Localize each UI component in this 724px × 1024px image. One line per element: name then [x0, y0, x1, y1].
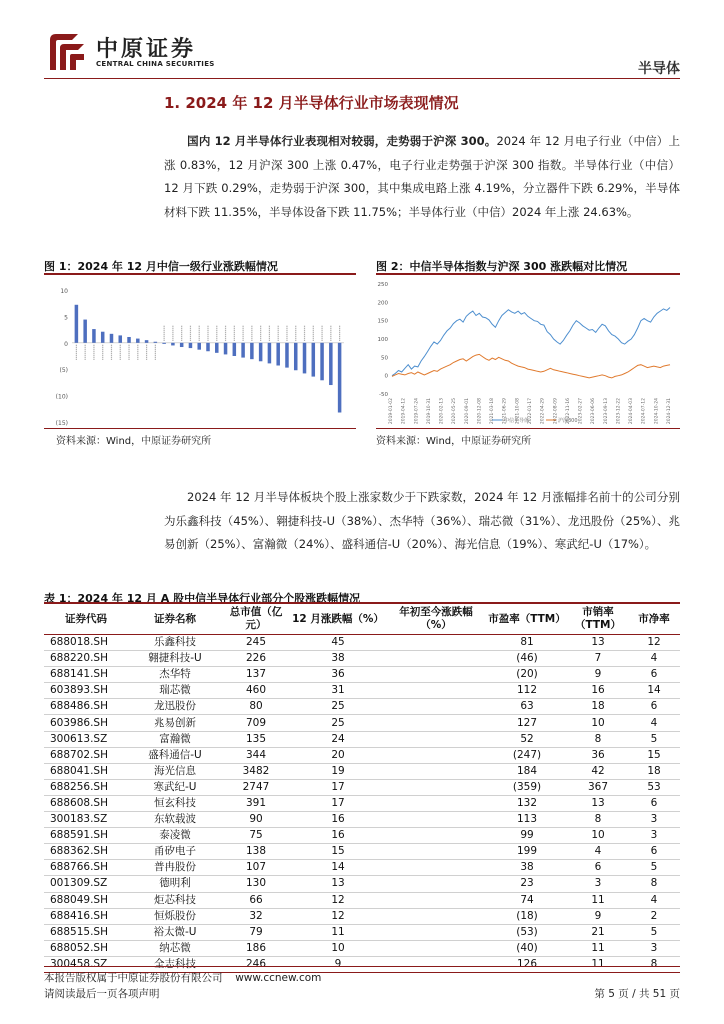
- cell-ytd-change: [386, 860, 486, 876]
- cell-name: 富瀚微: [128, 731, 222, 747]
- cell-pe: 99: [486, 828, 568, 844]
- cell-pe: (359): [486, 779, 568, 795]
- cell-name: 炬芯科技: [128, 892, 222, 908]
- x-tick-label: 2023-06-06: [591, 398, 597, 425]
- y-tick-label: 150: [377, 318, 388, 325]
- logo-english-name: CENTRAL CHINA SECURITIES: [96, 60, 215, 68]
- footer-divider: [44, 966, 680, 967]
- cell-dec-change: 17: [290, 779, 386, 795]
- cell-dec-change: 11: [290, 924, 386, 940]
- table-row: [44, 940, 680, 956]
- cell-code: 688052.SH: [44, 940, 128, 956]
- cell-pe: 112: [486, 683, 568, 699]
- table-row: [44, 876, 680, 892]
- cell-ps: 8: [568, 812, 628, 828]
- x-tick-label: 2024-12-31: [667, 398, 672, 425]
- y-tick-label: (5): [59, 367, 68, 375]
- cell-code: 688041.SH: [44, 763, 128, 779]
- cell-pe: (53): [486, 924, 568, 940]
- cell-ps: 9: [568, 667, 628, 683]
- paragraph-top-gainers-text: 2024 年 12 月半导体板块个股上涨家数少于下跌家数，2024 年 12 月涨幅排名前十的公司分别为乐鑫科技（45%）、翱捷科技-U（38%）、杰华特（36%）、瑞芯微（31%）、龙迅股份（25%）、兆易创新（25%）、富瀚微（24%）、盛科通信-U（20%）、海光信息（19%）、寒武纪-U（17%）。: [164, 490, 680, 551]
- cell-market-cap: 245: [222, 635, 290, 651]
- table-row: [44, 667, 680, 683]
- x-tick-label: 2020-12-08: [477, 398, 483, 425]
- cell-market-cap: 80: [222, 699, 290, 715]
- cell-pb: 4: [628, 892, 680, 908]
- header-divider: [44, 78, 680, 79]
- cell-name: 恒玄科技: [128, 795, 222, 811]
- header-pe: 市盈率（TTM）: [486, 603, 568, 635]
- bar: [224, 343, 228, 355]
- cell-name: 海光信息: [128, 763, 222, 779]
- bar: [268, 343, 272, 364]
- cell-pe: (40): [486, 940, 568, 956]
- y-tick-label: (10): [55, 393, 68, 401]
- cell-code: 688018.SH: [44, 635, 128, 651]
- cell-code: 300458.SZ: [44, 956, 128, 972]
- cell-market-cap: 90: [222, 812, 290, 828]
- table-row: [44, 812, 680, 828]
- bar: [312, 343, 316, 377]
- cell-ytd-change: [386, 812, 486, 828]
- cell-name: 德明利: [128, 876, 222, 892]
- cell-name: 全志科技: [128, 956, 222, 972]
- cell-pb: 14: [628, 683, 680, 699]
- cell-name: 恒烁股份: [128, 908, 222, 924]
- cell-pb: 3: [628, 940, 680, 956]
- header-name: 证券名称: [128, 603, 222, 635]
- cell-dec-change: 16: [290, 828, 386, 844]
- report-category: 半导体: [638, 61, 680, 77]
- series-line-semiconductor: [392, 308, 670, 376]
- cell-code: 603986.SH: [44, 715, 128, 731]
- cell-dec-change: 9: [290, 956, 386, 972]
- cell-pb: 2: [628, 908, 680, 924]
- cell-ytd-change: [386, 683, 486, 699]
- header-ytd-change: 年初至今涨跌幅（%）: [386, 603, 486, 635]
- x-tick-label: 2023-09-13: [603, 398, 609, 425]
- cell-name: 杰华特: [128, 667, 222, 683]
- x-tick-label: 2022-04-29: [540, 398, 546, 425]
- cell-dec-change: 24: [290, 731, 386, 747]
- cell-ps: 11: [568, 940, 628, 956]
- cell-market-cap: 75: [222, 828, 290, 844]
- cell-name: 兆易创新: [128, 715, 222, 731]
- cell-market-cap: 107: [222, 860, 290, 876]
- bar: [101, 332, 105, 343]
- cell-ps: 36: [568, 747, 628, 763]
- cell-ps: 6: [568, 860, 628, 876]
- stock-performance-table: [44, 602, 680, 973]
- cell-name: 纳芯微: [128, 940, 222, 956]
- cell-market-cap: 226: [222, 651, 290, 667]
- cell-ytd-change: [386, 699, 486, 715]
- table-row: [44, 795, 680, 811]
- y-tick-label: 10: [60, 288, 68, 295]
- cell-ps: 21: [568, 924, 628, 940]
- cell-code: 001309.SZ: [44, 876, 128, 892]
- bar: [250, 343, 254, 359]
- table-row: [44, 860, 680, 876]
- cell-ps: 367: [568, 779, 628, 795]
- cell-market-cap: 3482: [222, 763, 290, 779]
- cell-pe: 127: [486, 715, 568, 731]
- cell-pb: 4: [628, 715, 680, 731]
- bar: [197, 343, 201, 350]
- cell-name: 瑞芯微: [128, 683, 222, 699]
- bar: [75, 305, 79, 343]
- cell-ps: 13: [568, 795, 628, 811]
- cell-ps: 10: [568, 828, 628, 844]
- cell-code: 688515.SH: [44, 924, 128, 940]
- cell-code: 688256.SH: [44, 779, 128, 795]
- y-tick-label: 200: [377, 300, 388, 307]
- cell-ytd-change: [386, 956, 486, 972]
- y-tick-label: 0: [64, 340, 68, 348]
- bar: [338, 343, 342, 413]
- x-tick-label: 2020-02-13: [439, 398, 445, 425]
- x-tick-label: 2019-10-31: [426, 398, 432, 425]
- x-tick-label: 2023-02-27: [578, 398, 584, 425]
- cell-market-cap: 391: [222, 795, 290, 811]
- legend-label-csi300: 沪深300: [558, 418, 578, 424]
- cell-market-cap: 246: [222, 956, 290, 972]
- bar: [276, 343, 280, 366]
- cell-market-cap: 709: [222, 715, 290, 731]
- bar: [294, 343, 298, 370]
- table-row: [44, 924, 680, 940]
- cell-market-cap: 79: [222, 924, 290, 940]
- cell-code: 688362.SH: [44, 844, 128, 860]
- bar: [189, 343, 193, 348]
- bar: [259, 343, 263, 361]
- cell-market-cap: 344: [222, 747, 290, 763]
- cell-name: 乐鑫科技: [128, 635, 222, 651]
- cell-pb: 3: [628, 828, 680, 844]
- cell-ytd-change: [386, 731, 486, 747]
- cell-pb: 18: [628, 763, 680, 779]
- paragraph-lead: 国内 12 月半导体行业表现相对较弱，走势弱于沪深 300。: [187, 134, 497, 148]
- cell-name: 寒武纪-U: [128, 779, 222, 795]
- y-tick-label: 0: [384, 373, 388, 380]
- cell-pb: 4: [628, 651, 680, 667]
- figure-1-top-rule: [44, 273, 356, 275]
- table-row: [44, 908, 680, 924]
- cell-pe: 113: [486, 812, 568, 828]
- legend-label-semiconductor: 中信半导体: [504, 418, 530, 424]
- x-tick-label: 2022-11-16: [565, 398, 571, 425]
- header-ps: 市销率（TTM）: [568, 603, 628, 635]
- cell-pb: 6: [628, 699, 680, 715]
- cell-pe: 199: [486, 844, 568, 860]
- cell-pb: 5: [628, 924, 680, 940]
- footer-copyright: 本报告版权属于中原证券股份有限公司: [44, 972, 223, 984]
- cell-ytd-change: [386, 715, 486, 731]
- cell-dec-change: 12: [290, 892, 386, 908]
- cell-code: 688049.SH: [44, 892, 128, 908]
- cell-market-cap: 2747: [222, 779, 290, 795]
- cell-pe: (18): [486, 908, 568, 924]
- paragraph-top-gainers: [164, 486, 680, 557]
- cell-code: 688416.SH: [44, 908, 128, 924]
- cell-pe: (20): [486, 667, 568, 683]
- figure-2-top-rule: [376, 273, 680, 275]
- cell-pe: 74: [486, 892, 568, 908]
- cell-ytd-change: [386, 828, 486, 844]
- cell-dec-change: 16: [290, 812, 386, 828]
- footer-notice: 请阅读最后一页各项声明: [44, 988, 160, 1000]
- cell-code: 688591.SH: [44, 828, 128, 844]
- cell-dec-change: 25: [290, 715, 386, 731]
- figure-1-bottom-rule: [44, 428, 356, 429]
- header-market-cap: 总市值（亿元）: [222, 603, 290, 635]
- x-tick-label: 2023-12-22: [616, 398, 622, 425]
- cell-pb: 8: [628, 876, 680, 892]
- index-comparison-chart: [376, 276, 680, 428]
- x-tick-label: 2022-01-17: [528, 398, 533, 425]
- cell-name: 东软载波: [128, 812, 222, 828]
- table-header-row: [44, 603, 680, 635]
- table-row: [44, 763, 680, 779]
- cell-ps: 10: [568, 715, 628, 731]
- header-code: 证券代码: [44, 603, 128, 635]
- figure-1-title: 图 1：2024 年 12 月中信一级行业涨跌幅情况: [44, 260, 278, 273]
- cell-ps: 4: [568, 844, 628, 860]
- cell-dec-change: 25: [290, 699, 386, 715]
- cell-ps: 11: [568, 892, 628, 908]
- bar: [180, 343, 184, 347]
- cell-market-cap: 137: [222, 667, 290, 683]
- cell-pe: 38: [486, 860, 568, 876]
- cell-name: 普冉股份: [128, 860, 222, 876]
- bar: [233, 343, 237, 356]
- cell-ytd-change: [386, 940, 486, 956]
- cell-name: 龙迅股份: [128, 699, 222, 715]
- cell-code: 688141.SH: [44, 667, 128, 683]
- cell-pb: 6: [628, 844, 680, 860]
- cell-code: 300183.SZ: [44, 812, 128, 828]
- table-row: [44, 731, 680, 747]
- section-title: 1. 2024 年 12 月半导体行业市场表现情况: [164, 94, 459, 112]
- cell-dec-change: 13: [290, 876, 386, 892]
- table-row: [44, 892, 680, 908]
- y-tick-label: (15): [55, 420, 68, 427]
- table-row: [44, 683, 680, 699]
- cell-ytd-change: [386, 844, 486, 860]
- cell-dec-change: 20: [290, 747, 386, 763]
- cell-market-cap: 66: [222, 892, 290, 908]
- cell-code: 688486.SH: [44, 699, 128, 715]
- cell-ytd-change: [386, 635, 486, 651]
- cell-code: 603893.SH: [44, 683, 128, 699]
- table-row: [44, 699, 680, 715]
- cell-market-cap: 32: [222, 908, 290, 924]
- table-title: 表 1：2024 年 12 月 A 股中信半导体行业部分个股涨跌幅情况: [44, 592, 361, 605]
- cell-pb: 5: [628, 860, 680, 876]
- cell-dec-change: 45: [290, 635, 386, 651]
- cell-pb: 15: [628, 747, 680, 763]
- bar: [329, 343, 333, 385]
- cell-pe: (247): [486, 747, 568, 763]
- bar: [162, 343, 166, 344]
- cell-ps: 3: [568, 876, 628, 892]
- cell-name: 翱捷科技-U: [128, 651, 222, 667]
- x-tick-label: 2024-07-12: [641, 398, 647, 425]
- x-tick-label: 2021-06-29: [502, 398, 508, 425]
- cell-market-cap: 135: [222, 731, 290, 747]
- bar: [154, 342, 158, 343]
- cell-ps: 9: [568, 908, 628, 924]
- y-tick-label: 50: [381, 355, 388, 362]
- y-tick-label: -50: [379, 392, 388, 398]
- bar: [215, 343, 219, 353]
- figure-2-bottom-rule: [376, 428, 680, 429]
- cell-code: 300613.SZ: [44, 731, 128, 747]
- cell-pb: 8: [628, 956, 680, 972]
- footer-website-link[interactable]: www.ccnew.com: [235, 972, 322, 984]
- x-tick-label: 2020-05-25: [452, 398, 458, 425]
- cell-ps: 13: [568, 635, 628, 651]
- bar: [303, 343, 307, 374]
- cell-pe: (46): [486, 651, 568, 667]
- cell-pe: 132: [486, 795, 568, 811]
- figure-1-source: 资料来源：Wind，中原证券研究所: [56, 436, 212, 447]
- logo-mark-icon: [44, 30, 88, 74]
- cell-pb: 5: [628, 731, 680, 747]
- table-row: [44, 715, 680, 731]
- cell-ps: 8: [568, 731, 628, 747]
- cell-dec-change: 38: [290, 651, 386, 667]
- header-dec-change: 12 月涨跌幅（%）: [290, 603, 386, 635]
- cell-ps: 11: [568, 956, 628, 972]
- paragraph-market-overview: [164, 130, 680, 224]
- cell-ps: 42: [568, 763, 628, 779]
- cell-dec-change: 10: [290, 940, 386, 956]
- brand-logo: [44, 30, 264, 74]
- industry-bar-chart: [44, 276, 356, 428]
- bar: [285, 343, 289, 368]
- figure-2-source: 资料来源：Wind，中原证券研究所: [376, 436, 532, 447]
- x-tick-label: 2021-10-08: [515, 398, 521, 425]
- cell-ytd-change: [386, 747, 486, 763]
- cell-dec-change: 12: [290, 908, 386, 924]
- x-tick-label: 2022-08-09: [553, 398, 559, 425]
- cell-name: 甬矽电子: [128, 844, 222, 860]
- x-tick-label: 2021-03-18: [490, 398, 496, 425]
- page-number: 第 5 页 / 共 51 页: [594, 988, 680, 1000]
- cell-pe: 52: [486, 731, 568, 747]
- cell-ytd-change: [386, 763, 486, 779]
- y-tick-label: 250: [377, 282, 388, 288]
- cell-name: 盛科通信-U: [128, 747, 222, 763]
- series-line-csi300: [392, 354, 670, 378]
- x-tick-label: 2020-09-01: [464, 398, 470, 425]
- cell-dec-change: 19: [290, 763, 386, 779]
- cell-ytd-change: [386, 908, 486, 924]
- cell-code: 688220.SH: [44, 651, 128, 667]
- cell-pb: 53: [628, 779, 680, 795]
- table-row: [44, 828, 680, 844]
- cell-code: 688702.SH: [44, 747, 128, 763]
- cell-market-cap: 186: [222, 940, 290, 956]
- table-row: [44, 651, 680, 667]
- bar: [320, 343, 324, 380]
- cell-pe: 63: [486, 699, 568, 715]
- cell-ytd-change: [386, 876, 486, 892]
- cell-name: 裕太微-U: [128, 924, 222, 940]
- y-tick-label: 5: [64, 314, 68, 322]
- cell-pe: 23: [486, 876, 568, 892]
- cell-ytd-change: [386, 667, 486, 683]
- cell-market-cap: 130: [222, 876, 290, 892]
- cell-code: 688766.SH: [44, 860, 128, 876]
- cell-pe: 126: [486, 956, 568, 972]
- bar: [92, 329, 96, 343]
- table-row: [44, 779, 680, 795]
- y-tick-label: 100: [377, 337, 388, 343]
- cell-pb: 6: [628, 667, 680, 683]
- figure-2-title: 图 2：中信半导体指数与沪深 300 涨跌幅对比情况: [376, 260, 628, 273]
- cell-pb: 12: [628, 635, 680, 651]
- bar: [127, 337, 131, 343]
- bar: [206, 343, 210, 351]
- cell-ytd-change: [386, 651, 486, 667]
- x-tick-label: 2019-04-12: [401, 398, 407, 425]
- cell-code: 688608.SH: [44, 795, 128, 811]
- cell-pe: 184: [486, 763, 568, 779]
- cell-name: 泰凌微: [128, 828, 222, 844]
- x-tick-label: 2019-07-24: [414, 398, 420, 425]
- table-row: [44, 635, 680, 651]
- paragraph-body: 2024 年 12 月电子行业（中信）上涨 0.83%，12 月沪深 300 上涨 0.47%，电子行业走势强于沪深 300 指数。半导体行业（中信）12 月下跌 0.29%，走势弱于沪深 300，其中集成电路上涨 4.19%，分立器件下跌 6.29%，半导体材料下跌 11.35%，半导体设备下跌 11.75%；半导体行业（中信）2024 年上涨 24.63%。: [164, 134, 680, 219]
- cell-pb: 3: [628, 812, 680, 828]
- bar: [145, 340, 149, 343]
- table-row: [44, 747, 680, 763]
- bar: [241, 343, 245, 358]
- bar: [119, 335, 123, 342]
- cell-ytd-change: [386, 924, 486, 940]
- x-tick-label: 2024-10-24: [654, 398, 660, 425]
- header-pb: 市净率: [628, 603, 680, 635]
- x-tick-label: 2024-04-03: [629, 398, 635, 425]
- cell-pe: 81: [486, 635, 568, 651]
- cell-dec-change: 14: [290, 860, 386, 876]
- bar: [110, 334, 114, 343]
- bar: [136, 339, 140, 343]
- x-tick-label: 2019-01-02: [389, 398, 394, 425]
- cell-ytd-change: [386, 779, 486, 795]
- cell-ps: 16: [568, 683, 628, 699]
- cell-ytd-change: [386, 892, 486, 908]
- cell-market-cap: 138: [222, 844, 290, 860]
- cell-ps: 18: [568, 699, 628, 715]
- cell-ytd-change: [386, 795, 486, 811]
- footer-copyright-line: [44, 970, 321, 985]
- bar: [83, 320, 87, 343]
- cell-market-cap: 460: [222, 683, 290, 699]
- cell-dec-change: 17: [290, 795, 386, 811]
- cell-dec-change: 36: [290, 667, 386, 683]
- table-row: [44, 844, 680, 860]
- cell-ps: 7: [568, 651, 628, 667]
- cell-pb: 6: [628, 795, 680, 811]
- bar: [171, 343, 175, 346]
- cell-dec-change: 31: [290, 683, 386, 699]
- cell-dec-change: 15: [290, 844, 386, 860]
- logo-chinese-name: 中原证券: [96, 36, 197, 62]
